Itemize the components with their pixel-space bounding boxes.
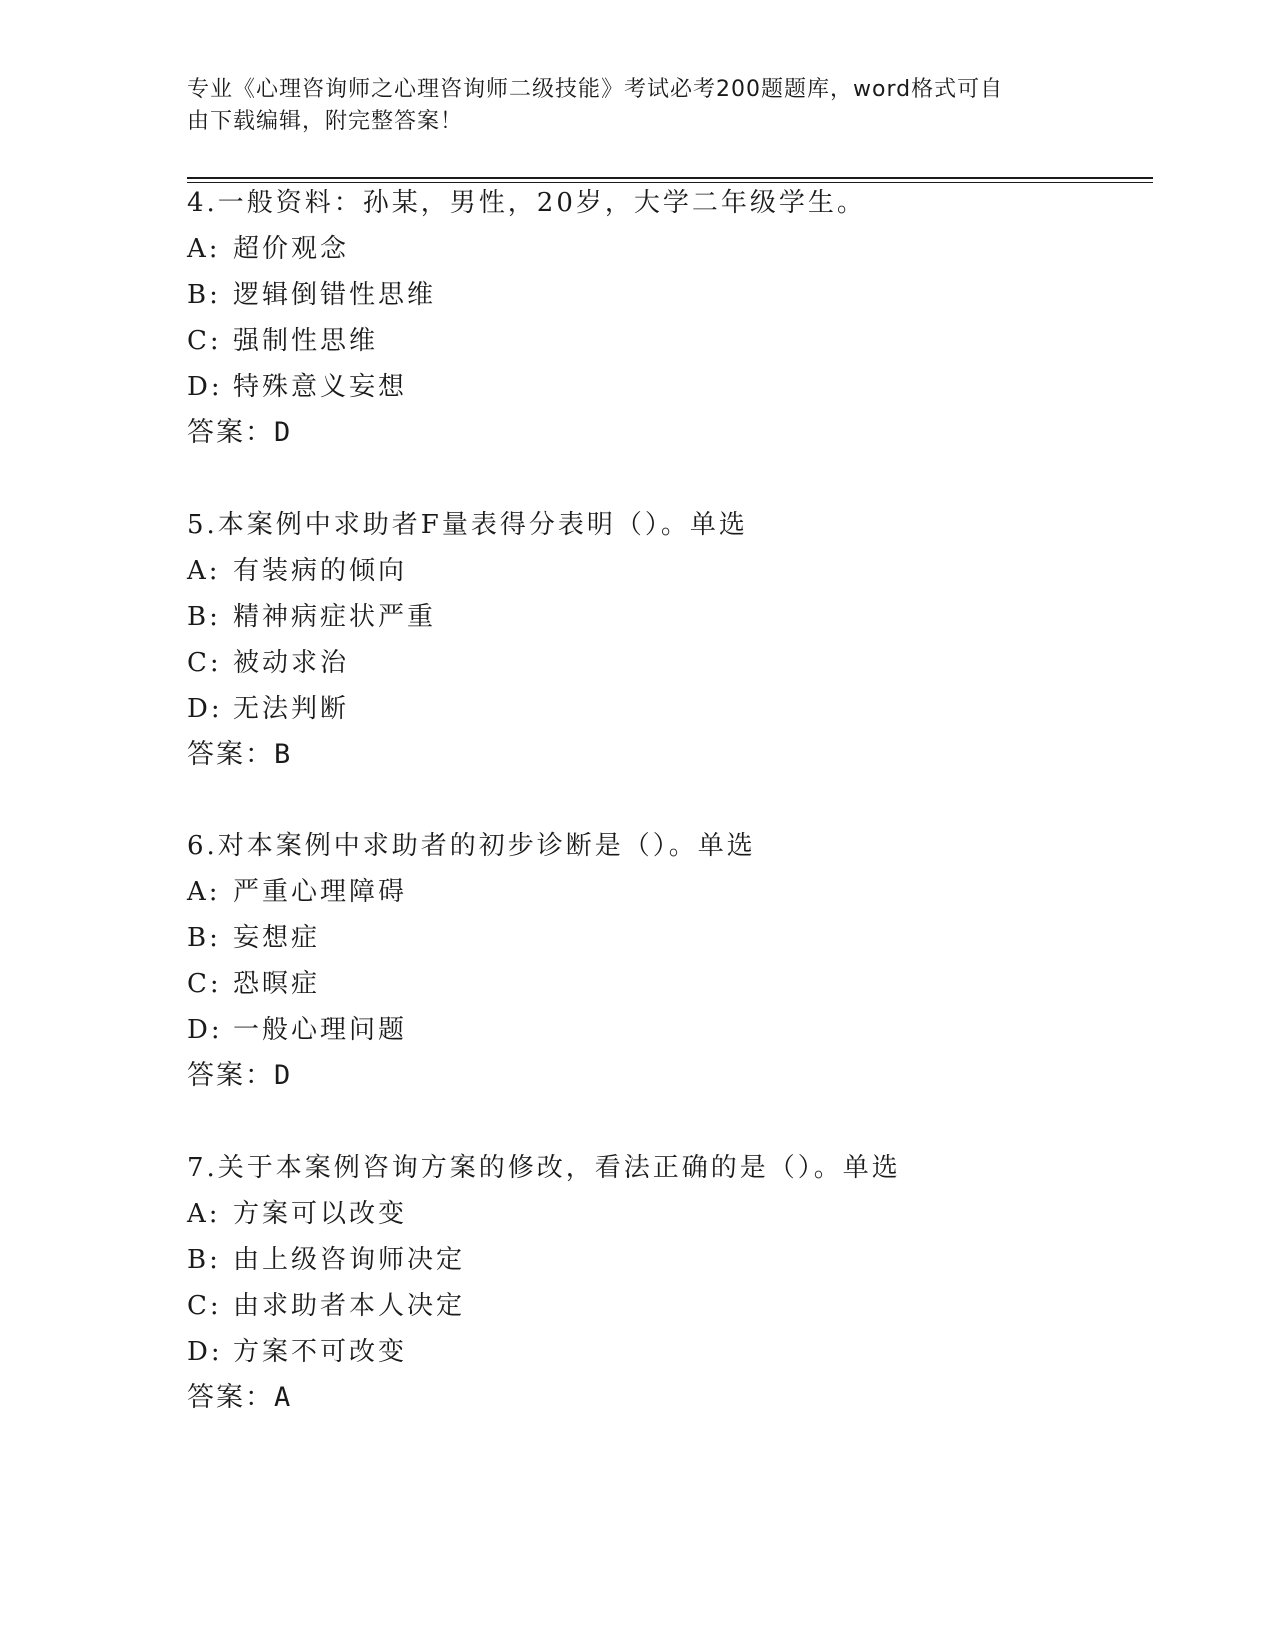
option-c bbox=[187, 640, 1153, 686]
answer-line bbox=[187, 1375, 1153, 1421]
option-key: A: bbox=[187, 1199, 221, 1229]
option-text: 被动求治 bbox=[233, 648, 350, 678]
question-stem: 5.本案例中求助者F量表得分表明（）。单选 bbox=[187, 510, 748, 540]
option-key: B: bbox=[187, 1245, 221, 1275]
answer-line bbox=[187, 410, 1153, 456]
option-key: C: bbox=[187, 326, 222, 356]
option-b bbox=[187, 915, 1153, 961]
option-key: C: bbox=[187, 1291, 222, 1321]
option-b bbox=[187, 1237, 1153, 1283]
answer-value: A bbox=[274, 1382, 293, 1413]
option-text: 无法判断 bbox=[233, 694, 350, 724]
option-key: A: bbox=[187, 234, 221, 264]
question-5 bbox=[187, 502, 1153, 778]
answer-line bbox=[187, 732, 1153, 778]
option-key: A: bbox=[187, 556, 221, 586]
option-c bbox=[187, 1283, 1153, 1329]
option-key: D: bbox=[187, 694, 223, 724]
option-a bbox=[187, 226, 1153, 272]
option-d bbox=[187, 364, 1153, 410]
option-key: B: bbox=[187, 923, 221, 953]
question-stem: 6.对本案例中求助者的初步诊断是（）。单选 bbox=[187, 831, 756, 861]
question-stem: 4.一般资料：孙某，男性，20岁，大学二年级学生。 bbox=[187, 188, 866, 218]
option-a bbox=[187, 1191, 1153, 1237]
answer-label: 答案： bbox=[187, 739, 274, 770]
option-text: 一般心理问题 bbox=[233, 1015, 408, 1045]
answer-value: B bbox=[274, 739, 293, 770]
option-text: 由求助者本人决定 bbox=[233, 1291, 466, 1321]
option-c bbox=[187, 961, 1153, 1007]
answer-value: D bbox=[274, 1060, 293, 1091]
option-text: 严重心理障碍 bbox=[233, 877, 408, 907]
option-key: C: bbox=[187, 648, 222, 678]
option-key: B: bbox=[187, 280, 221, 310]
option-key: D: bbox=[187, 1015, 223, 1045]
option-text: 特殊意义妄想 bbox=[233, 372, 408, 402]
option-d bbox=[187, 1329, 1153, 1375]
option-key: B: bbox=[187, 602, 221, 632]
document-header bbox=[187, 74, 1067, 138]
header-divider-thick bbox=[187, 177, 1153, 179]
option-text: 妄想症 bbox=[233, 923, 321, 953]
question-7 bbox=[187, 1145, 1153, 1421]
option-text: 逻辑倒错性思维 bbox=[233, 280, 437, 310]
question-stem: 7.关于本案例咨询方案的修改，看法正确的是（）。单选 bbox=[187, 1153, 901, 1183]
option-text: 方案可以改变 bbox=[233, 1199, 408, 1229]
option-a bbox=[187, 869, 1153, 915]
question-4 bbox=[187, 180, 1153, 456]
option-c bbox=[187, 318, 1153, 364]
option-d bbox=[187, 1007, 1153, 1053]
option-text: 强制性思维 bbox=[233, 326, 379, 356]
header-line-1: 专业《心理咨询师之心理咨询师二级技能》考试必考200题题库，word格式可自 bbox=[187, 77, 1004, 102]
option-text: 超价观念 bbox=[233, 234, 350, 264]
option-key: D: bbox=[187, 372, 223, 402]
answer-line bbox=[187, 1053, 1153, 1099]
question-6 bbox=[187, 823, 1153, 1099]
option-d bbox=[187, 686, 1153, 732]
option-key: A: bbox=[187, 877, 221, 907]
option-key: C: bbox=[187, 969, 222, 999]
option-b bbox=[187, 594, 1153, 640]
header-line-2: 由下载编辑，附完整答案！ bbox=[187, 109, 464, 134]
option-text: 精神病症状严重 bbox=[233, 602, 437, 632]
option-b bbox=[187, 272, 1153, 318]
option-text: 有装病的倾向 bbox=[233, 556, 408, 586]
option-text: 恐暝症 bbox=[233, 969, 321, 999]
option-text: 方案不可改变 bbox=[233, 1337, 408, 1367]
answer-value: D bbox=[274, 417, 293, 448]
answer-label: 答案： bbox=[187, 1060, 274, 1091]
answer-label: 答案： bbox=[187, 417, 274, 448]
answer-label: 答案： bbox=[187, 1382, 274, 1413]
option-key: D: bbox=[187, 1337, 223, 1367]
option-text: 由上级咨询师决定 bbox=[233, 1245, 466, 1275]
option-a bbox=[187, 548, 1153, 594]
